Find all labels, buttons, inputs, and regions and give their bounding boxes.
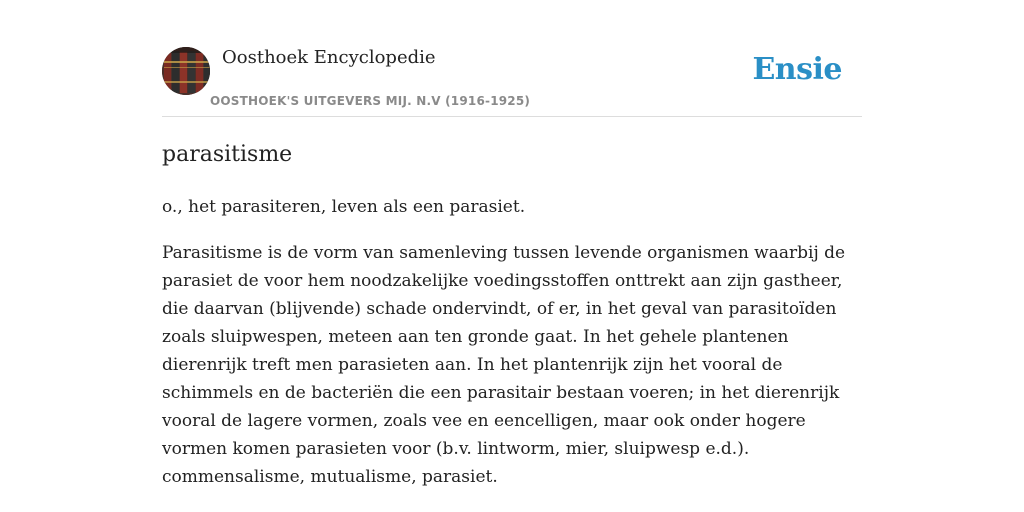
source-title[interactable]: Oosthoek Encyclopedie xyxy=(222,47,436,68)
ensie-logo[interactable]: Ensie xyxy=(752,52,842,87)
source-header xyxy=(162,46,862,117)
entry-body: Parasitisme is de vorm van samenleving tussen levende organismen waarbij de parasiet de voor hem noodzakelijke voedingsstoffen onttrekt aan zijn gastheer, die daarvan (blijvende) schade ondervindt, of er, in het geval van parasitoïden zoals sluipwespen, meteen aan ten gronde gaat. In het gehele plantenen dierenrijk treft men parasieten aan. In het plantenrijk zijn het vooral de schimmels en de bacteriën die een parasitair bestaan voeren; in het dierenrijk vooral de lagere vormen, zoals vee en eencelligen, maar ook onder hogere vormen komen parasieten voor (b.v. lintworm, mier, sluipwesp e.d.). commensalisme, mutualisme, parasiet. xyxy=(162,243,846,487)
encyclopedia-books-avatar-icon[interactable] xyxy=(162,47,210,95)
entry-term: parasitisme xyxy=(162,142,293,167)
entry-definition: o., het parasiteren, leven als een parasiet. xyxy=(162,197,526,217)
source-subtitle: OOSTHOEK'S UITGEVERS MIJ. N.V (1916-1925) xyxy=(210,94,531,108)
